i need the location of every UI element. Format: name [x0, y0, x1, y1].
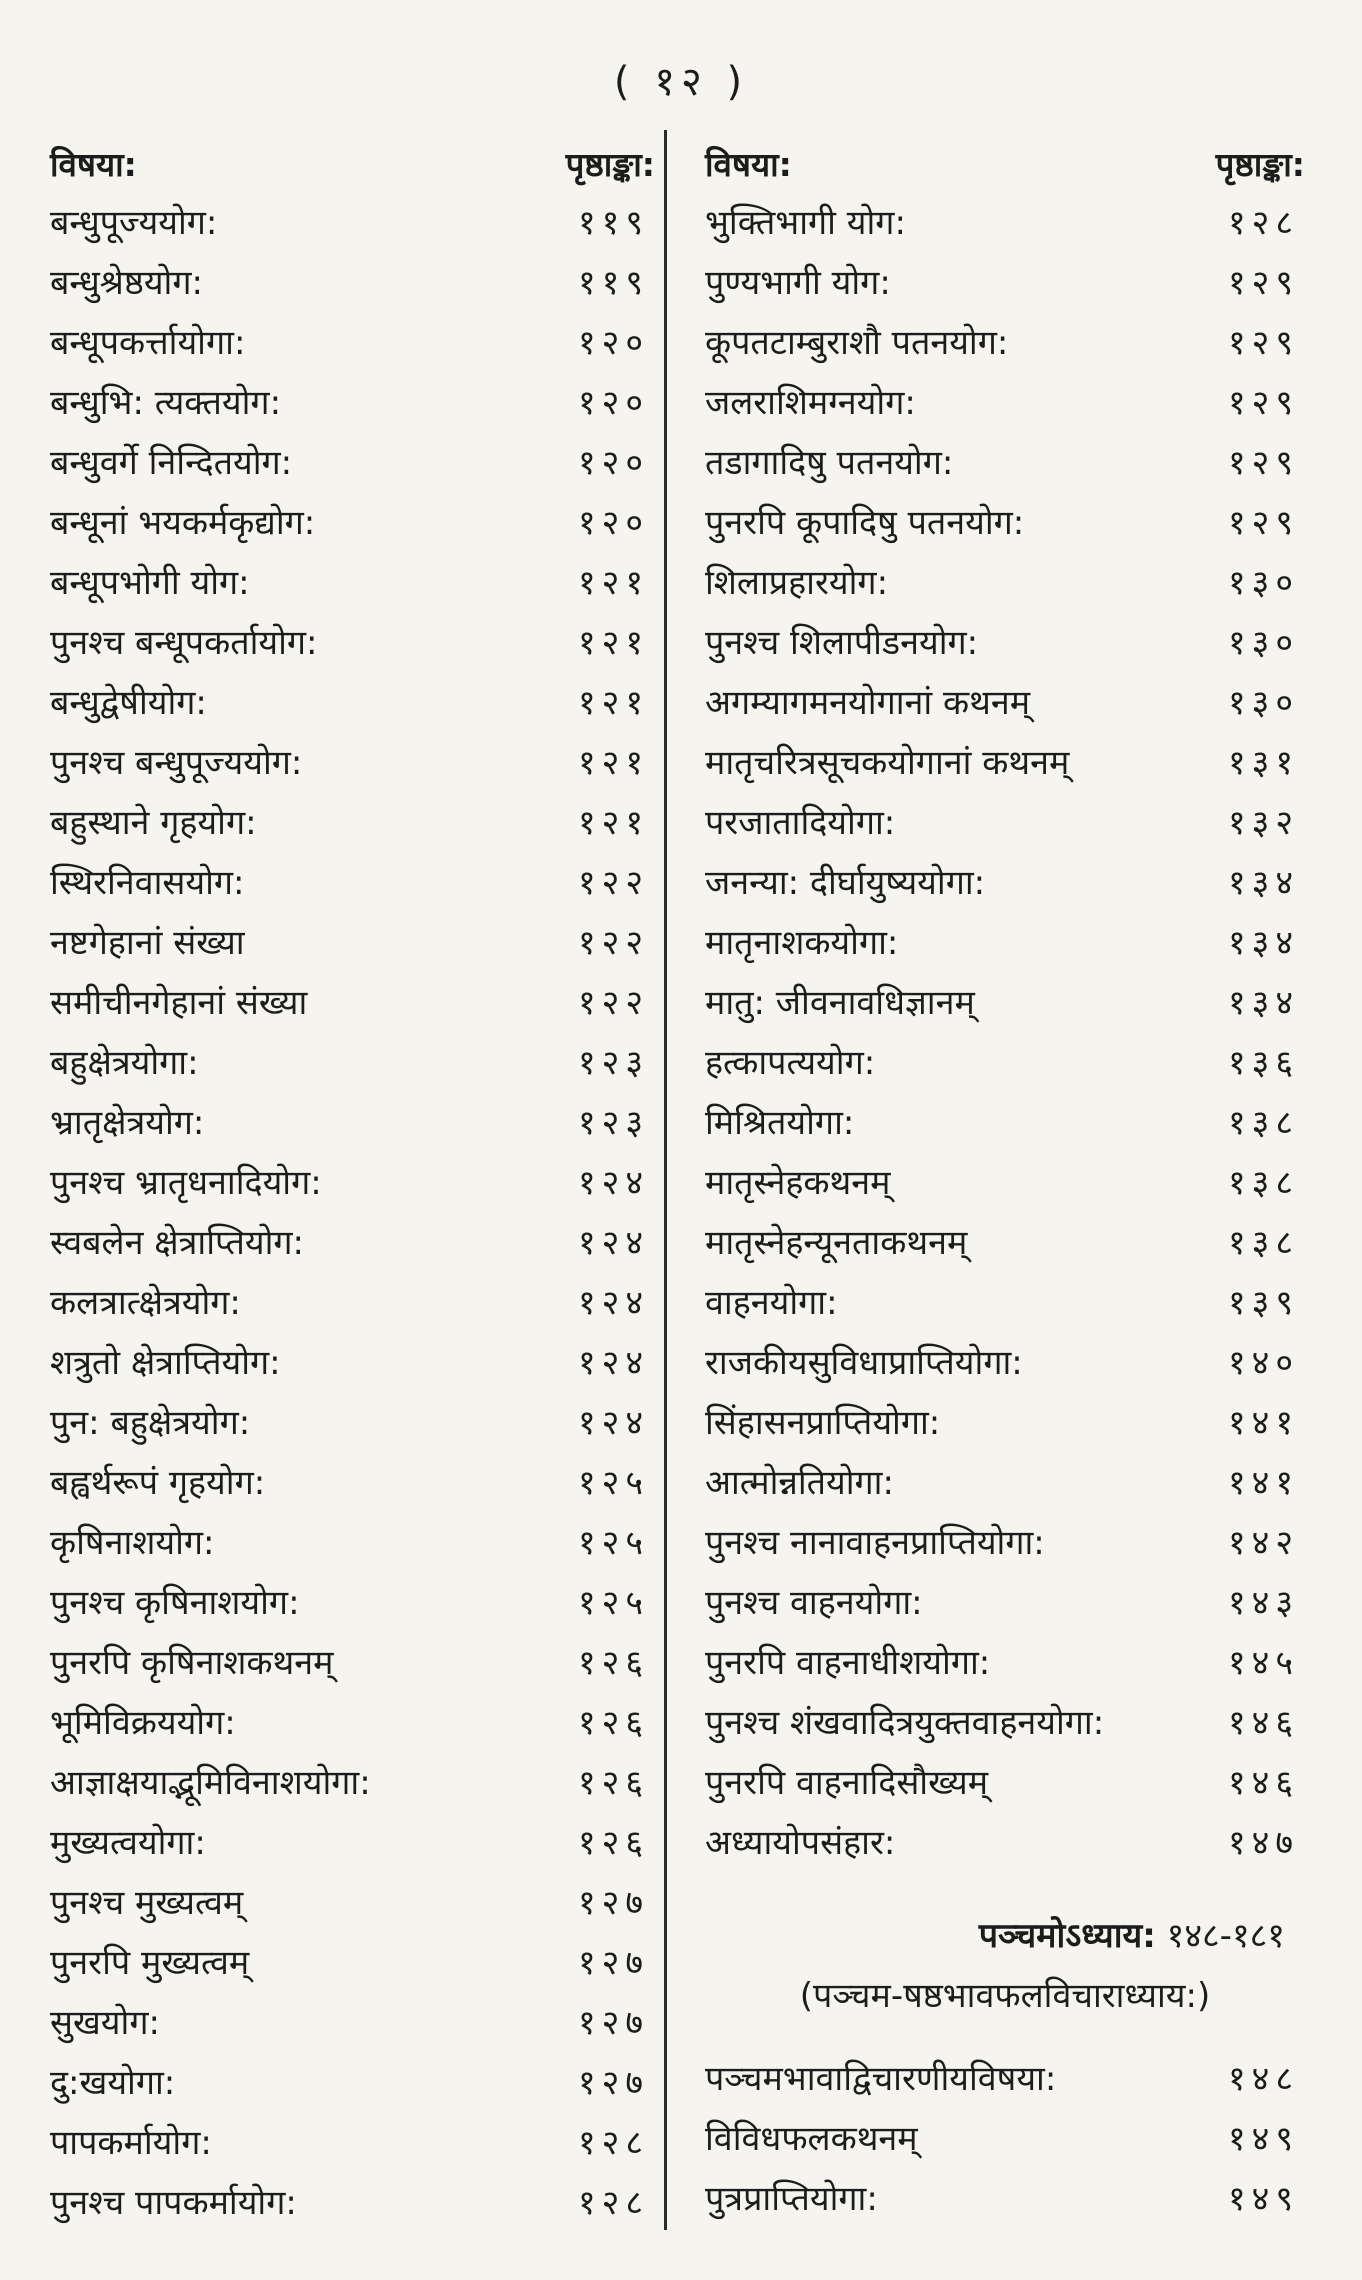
- toc-entry: [50, 2111, 655, 2171]
- toc-entry: [50, 1811, 655, 1871]
- page-heading: पृष्ठाङ्का:: [1215, 144, 1305, 184]
- entry-page-number: १२८: [577, 2123, 649, 2163]
- toc-entry: [50, 1631, 655, 1691]
- entry-page-number: १२१: [577, 563, 649, 603]
- entry-page-number: १२२: [577, 923, 649, 963]
- toc-entry: [705, 311, 1305, 371]
- toc-entry: [705, 1271, 1305, 1331]
- subject-heading: विषया:: [705, 144, 792, 184]
- entry-page-number: १४०: [1227, 1343, 1299, 1383]
- right-entry-list: [705, 191, 1305, 1871]
- entry-page-number: १४९: [1227, 2179, 1299, 2219]
- entry-title: शत्रुतो क्षेत्राप्तियोग:: [50, 1343, 281, 1383]
- toc-entry: [50, 731, 655, 791]
- toc-entry: [50, 1031, 655, 1091]
- entry-page-number: १३०: [1227, 563, 1299, 603]
- entry-title: मिश्रितयोगा:: [705, 1103, 855, 1143]
- toc-entry: [50, 1871, 655, 1931]
- entry-title: पुनरपि मुख्यत्वम्: [50, 1943, 250, 1983]
- toc-entry: [705, 611, 1305, 671]
- entry-title: नष्टगेहानां संख्या: [50, 923, 245, 963]
- column-divider: [664, 130, 667, 2230]
- toc-entry: [705, 851, 1305, 911]
- entry-page-number: १३२: [1227, 803, 1299, 843]
- toc-entry: [705, 491, 1305, 551]
- entry-title: दु:खयोगा:: [50, 2063, 176, 2103]
- entry-title: अध्यायोपसंहार:: [705, 1823, 896, 1863]
- entry-page-number: १४१: [1227, 1403, 1299, 1443]
- toc-entry: [50, 1991, 655, 2051]
- entry-title: मुख्यत्वयोगा:: [50, 1823, 206, 1863]
- entry-page-number: १२१: [577, 623, 649, 663]
- entry-title: मातृचरित्रसूचकयोगानां कथनम्: [705, 743, 1070, 783]
- page-heading: पृष्ठाङ्का:: [565, 144, 655, 184]
- entry-title: भ्रातृक्षेत्रयोग:: [50, 1103, 205, 1143]
- entry-title: जनन्या: दीर्घायुष्ययोगा:: [705, 863, 986, 903]
- entry-page-number: १४५: [1227, 1643, 1299, 1683]
- entry-page-number: १२६: [577, 1703, 649, 1743]
- entry-title: परजातादियोगा:: [705, 803, 896, 843]
- entry-title: सिंहासनप्राप्तियोगा:: [705, 1403, 941, 1443]
- entry-title: बन्धुपूज्ययोग:: [50, 203, 218, 243]
- entry-title: बह्वर्थरूपं गृहयोग:: [50, 1463, 266, 1503]
- toc-entry: [705, 2107, 1305, 2167]
- entry-page-number: १२९: [1227, 323, 1299, 363]
- entry-page-number: १२५: [577, 1583, 649, 1623]
- entry-page-number: १२७: [577, 1943, 649, 1983]
- toc-entry: [50, 251, 655, 311]
- entry-page-number: १२४: [577, 1163, 649, 1203]
- entry-title: भूमिविक्रययोग:: [50, 1703, 236, 1743]
- entry-title: पुनश्च वाहनयोगा:: [705, 1583, 923, 1623]
- entry-page-number: १३०: [1227, 623, 1299, 663]
- toc-entry: [50, 611, 655, 671]
- entry-page-number: १२०: [577, 443, 649, 483]
- chapter-entry-list: [705, 2047, 1305, 2227]
- toc-entry: [705, 1211, 1305, 1271]
- toc-entry: [50, 851, 655, 911]
- toc-entry: [50, 191, 655, 251]
- entry-page-number: १२०: [577, 383, 649, 423]
- entry-page-number: १३८: [1227, 1103, 1299, 1143]
- toc-entry: [50, 1271, 655, 1331]
- entry-page-number: १३६: [1227, 1043, 1299, 1083]
- toc-entry: [50, 971, 655, 1031]
- chapter-heading: [705, 1911, 1305, 1971]
- toc-entry: [50, 1391, 655, 1451]
- toc-entry: [50, 1931, 655, 1991]
- entry-page-number: १२९: [1227, 383, 1299, 423]
- toc-entry: [705, 1331, 1305, 1391]
- entry-title: अगम्यागमनयोगानां कथनम्: [705, 683, 1031, 723]
- entry-page-number: १२८: [1227, 203, 1299, 243]
- toc-entry: [50, 1211, 655, 1271]
- toc-entry: [705, 551, 1305, 611]
- entry-title: राजकीयसुविधाप्राप्तियोगा:: [705, 1343, 1023, 1383]
- entry-page-number: १२२: [577, 983, 649, 1023]
- entry-page-number: १३८: [1227, 1223, 1299, 1263]
- toc-entry: [705, 671, 1305, 731]
- entry-title: बन्धुवर्गे निन्दितयोग:: [50, 443, 293, 483]
- entry-title: बन्धुद्वेषीयोग:: [50, 683, 207, 723]
- entry-page-number: १४७: [1227, 1823, 1299, 1863]
- toc-entry: [50, 911, 655, 971]
- entry-title: स्वबलेन क्षेत्राप्तियोग:: [50, 1223, 305, 1263]
- entry-page-number: १२५: [577, 1463, 649, 1503]
- entry-page-number: १४१: [1227, 1463, 1299, 1503]
- entry-title: समीचीनगेहानां संख्या: [50, 983, 308, 1023]
- entry-page-number: १२९: [1227, 503, 1299, 543]
- entry-page-number: १२२: [577, 863, 649, 903]
- toc-entry: [50, 1151, 655, 1211]
- toc-entry: [50, 1751, 655, 1811]
- left-header: [50, 135, 655, 191]
- entry-page-number: १२१: [577, 683, 649, 723]
- entry-page-number: ११९: [577, 203, 649, 243]
- toc-entry: [50, 671, 655, 731]
- entry-page-number: १४६: [1227, 1703, 1299, 1743]
- entry-title: पुनश्च बन्धुपूज्ययोग:: [50, 743, 303, 783]
- entry-title: कूपतटाम्बुराशौ पतनयोग:: [705, 323, 1009, 363]
- chapter-page-range: १४८-१८१: [1166, 1916, 1285, 1956]
- entry-page-number: १३०: [1227, 683, 1299, 723]
- entry-title: मातृनाशकयोगा:: [705, 923, 899, 963]
- entry-title: पुनरपि कृषिनाशकथनम्: [50, 1643, 334, 1683]
- entry-page-number: १४२: [1227, 1523, 1299, 1563]
- toc-entry: [50, 1511, 655, 1571]
- entry-page-number: १२१: [577, 743, 649, 783]
- entry-page-number: १३१: [1227, 743, 1299, 783]
- entry-title: पुनश्च शिलापीडनयोग:: [705, 623, 979, 663]
- entry-title: विविधफलकथनम्: [705, 2119, 918, 2159]
- toc-entry: [50, 311, 655, 371]
- entry-page-number: १२५: [577, 1523, 649, 1563]
- entry-title: तडागादिषु पतनयोग:: [705, 443, 954, 483]
- toc-entry: [705, 1751, 1305, 1811]
- toc-entry: [705, 911, 1305, 971]
- entry-title: पुनश्च शंखवादित्रयुक्तवाहनयोगा:: [705, 1703, 1105, 1743]
- entry-page-number: १३४: [1227, 923, 1299, 963]
- entry-page-number: १३४: [1227, 983, 1299, 1023]
- entry-title: हत्कापत्ययोग:: [705, 1043, 876, 1083]
- entry-title: पापकर्मायोग:: [50, 2123, 212, 2163]
- chapter-subtitle: (पञ्चम-षष्ठभावफलविचाराध्याय:): [799, 1976, 1211, 2016]
- entry-page-number: १२६: [577, 1823, 649, 1863]
- entry-page-number: १२४: [577, 1223, 649, 1263]
- toc-entry: [50, 1451, 655, 1511]
- toc-entry: [705, 1571, 1305, 1631]
- toc-entry: [50, 2171, 655, 2231]
- entry-page-number: १२६: [577, 1643, 649, 1683]
- entry-title: पुनश्च मुख्यत्वम्: [50, 1883, 244, 1923]
- entry-title: बन्धुश्रेष्ठयोग:: [50, 263, 203, 303]
- entry-page-number: १२३: [577, 1103, 649, 1143]
- toc-entry: [50, 1331, 655, 1391]
- toc-entry: [50, 2051, 655, 2111]
- entry-title: बहुक्षेत्रयोगा:: [50, 1043, 199, 1083]
- toc-entry: [705, 1631, 1305, 1691]
- entry-title: पुनरपि वाहनाधीशयोगा:: [705, 1643, 991, 1683]
- entry-page-number: १२७: [577, 2063, 649, 2103]
- toc-entry: [705, 251, 1305, 311]
- toc-entry: [705, 1691, 1305, 1751]
- left-column: [50, 135, 655, 2231]
- entry-title: वाहनयोगा:: [705, 1283, 838, 1323]
- entry-title: शिलाप्रहारयोग:: [705, 563, 889, 603]
- entry-page-number: १२८: [577, 2183, 649, 2223]
- toc-entry: [705, 1151, 1305, 1211]
- toc-entry: [50, 1091, 655, 1151]
- entry-title: स्थिरनिवासयोग:: [50, 863, 245, 903]
- right-header: [705, 135, 1305, 191]
- entry-title: जलराशिमग्नयोग:: [705, 383, 916, 423]
- entry-page-number: १२०: [577, 323, 649, 363]
- entry-page-number: १२१: [577, 803, 649, 843]
- toc-entry: [50, 1571, 655, 1631]
- toc-entry: [705, 371, 1305, 431]
- entry-title: बन्धुभि: त्यक्तयोग:: [50, 383, 282, 423]
- entry-title: पुनश्च कृषिनाशयोग:: [50, 1583, 300, 1623]
- entry-page-number: १२४: [577, 1403, 649, 1443]
- left-entry-list: [50, 191, 655, 2231]
- entry-page-number: १२०: [577, 503, 649, 543]
- chapter-title: पञ्चमोऽध्याय:: [978, 1916, 1156, 1956]
- toc-entry: [705, 1811, 1305, 1871]
- entry-page-number: १२४: [577, 1283, 649, 1323]
- toc-entry: [705, 1451, 1305, 1511]
- entry-title: मातु: जीवनावधिज्ञानम्: [705, 983, 975, 1023]
- entry-page-number: १२९: [1227, 263, 1299, 303]
- toc-entry: [705, 971, 1305, 1031]
- entry-title: पुन: बहुक्षेत्रयोग:: [50, 1403, 251, 1443]
- entry-page-number: १२४: [577, 1343, 649, 1383]
- toc-entry: [50, 371, 655, 431]
- subject-heading: विषया:: [50, 144, 137, 184]
- toc-entry: [50, 491, 655, 551]
- toc-entry: [705, 1391, 1305, 1451]
- entry-page-number: १२३: [577, 1043, 649, 1083]
- entry-title: पुनश्च भ्रातृधनादियोग:: [50, 1163, 322, 1203]
- entry-title: पुनश्च नानावाहनप्राप्तियोगा:: [705, 1523, 1045, 1563]
- entry-title: पुत्रप्राप्तियोगा:: [705, 2179, 878, 2219]
- entry-title: पुनश्च पापकर्मायोग:: [50, 2183, 297, 2223]
- entry-page-number: १२६: [577, 1763, 649, 1803]
- toc-entry: [705, 1511, 1305, 1571]
- toc-entry: [705, 2047, 1305, 2107]
- entry-page-number: १३९: [1227, 1283, 1299, 1323]
- entry-page-number: १४६: [1227, 1763, 1299, 1803]
- entry-title: पुनश्च बन्धूपकर्तायोग:: [50, 623, 318, 663]
- entry-title: पुनरपि वाहनादिसौख्यम्: [705, 1763, 989, 1803]
- entry-title: बन्धूपकर्त्तायोगा:: [50, 323, 246, 363]
- entry-title: बन्धूपभोगी योग:: [50, 563, 250, 603]
- toc-entry: [705, 1031, 1305, 1091]
- entry-page-number: १२९: [1227, 443, 1299, 483]
- entry-title: आत्मोन्नतियोगा:: [705, 1463, 894, 1503]
- toc-entry: [705, 191, 1305, 251]
- toc-entry: [50, 1691, 655, 1751]
- entry-title: पुनरपि कूपादिषु पतनयोग:: [705, 503, 1025, 543]
- entry-page-number: १४८: [1227, 2059, 1299, 2099]
- entry-page-number: १४९: [1227, 2119, 1299, 2159]
- entry-title: मातृस्नेहकथनम्: [705, 1163, 891, 1203]
- toc-entry: [705, 791, 1305, 851]
- entry-title: बहुस्थाने गृहयोग:: [50, 803, 257, 843]
- toc-entry: [50, 791, 655, 851]
- entry-title: बन्धूनां भयकर्मकृद्योग:: [50, 503, 316, 543]
- entry-page-number: १२७: [577, 1883, 649, 1923]
- toc-entry: [705, 731, 1305, 791]
- entry-page-number: १३४: [1227, 863, 1299, 903]
- entry-page-number: १२७: [577, 2003, 649, 2043]
- entry-title: आज्ञाक्षयाद्भूमिविनाशयोगा:: [50, 1763, 371, 1803]
- entry-title: कलत्रात्क्षेत्रयोग:: [50, 1283, 241, 1323]
- toc-entry: [50, 551, 655, 611]
- toc-entry: [705, 2167, 1305, 2227]
- entry-page-number: ११९: [577, 263, 649, 303]
- entry-title: सुखयोग:: [50, 2003, 160, 2043]
- toc-entry: [50, 431, 655, 491]
- page-number: ( १२ ): [613, 59, 749, 105]
- entry-title: पञ्चमभावाद्विचारणीयविषया:: [705, 2059, 1057, 2099]
- entry-page-number: १४३: [1227, 1583, 1299, 1623]
- entry-title: भुक्तिभागी योग:: [705, 203, 906, 243]
- toc-entry: [705, 431, 1305, 491]
- right-column: [705, 135, 1305, 2227]
- toc-entry: [705, 1091, 1305, 1151]
- entry-title: मातृस्नेहन्यूनताकथनम्: [705, 1223, 968, 1263]
- entry-page-number: १३८: [1227, 1163, 1299, 1203]
- entry-title: कृषिनाशयोग:: [50, 1523, 215, 1563]
- entry-title: पुण्यभागी योग:: [705, 263, 891, 303]
